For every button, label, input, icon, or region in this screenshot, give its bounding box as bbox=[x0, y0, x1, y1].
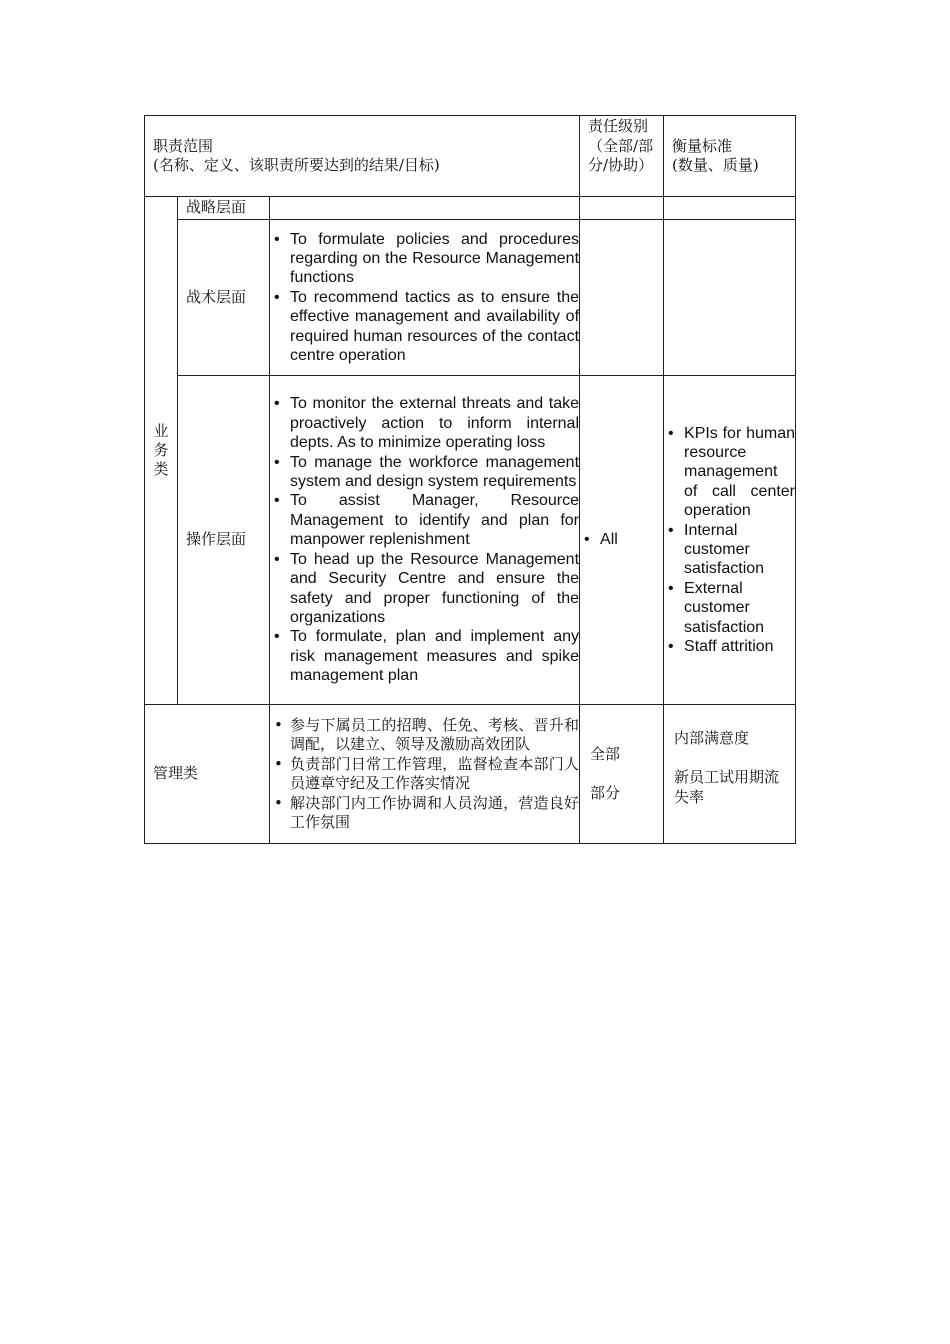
operational-level-list bbox=[580, 530, 663, 549]
management-row bbox=[145, 705, 796, 844]
list-item: • 负责部门日常工作管理，监督检查本部门人员遵章守纪及工作落实情况 bbox=[274, 754, 580, 792]
list-item: • To formulate policies and procedures regarding on the Resource Management functions bbox=[274, 230, 580, 287]
operational-row bbox=[145, 376, 796, 705]
operational-measure-cell bbox=[664, 376, 796, 705]
management-level-partial: 部分 bbox=[590, 784, 621, 802]
bullet-icon: • bbox=[274, 754, 283, 773]
strategic-level-cell bbox=[580, 197, 664, 220]
bullet-icon: • bbox=[668, 579, 674, 597]
business-category-cell bbox=[145, 197, 178, 705]
management-content-cell bbox=[270, 705, 580, 844]
list-item: • External customer satisfaction bbox=[668, 579, 765, 636]
level-description: （全部/部分/协助） bbox=[588, 136, 654, 174]
management-measure-internal: 内部满意度 bbox=[674, 728, 750, 747]
strategic-label: 战略层面 bbox=[178, 197, 270, 220]
tactical-row bbox=[145, 220, 796, 376]
header-row bbox=[145, 116, 796, 197]
bullet-icon: • bbox=[668, 638, 674, 656]
operational-measure-list bbox=[664, 424, 795, 657]
list-item: • 参与下属员工的招聘、任免、考核、晋升和调配，以建立、领导及激励高效团队 bbox=[274, 715, 580, 753]
level-header-cell bbox=[580, 116, 664, 197]
level-title: 责任级别 bbox=[588, 117, 649, 135]
list-item: • To recommend tactics as to ensure the effective management and availability of required human resources of the contact centre operation bbox=[274, 288, 580, 365]
management-level-cell bbox=[580, 705, 664, 844]
bullet-icon: • bbox=[274, 793, 283, 812]
list-item: • To monitor the external threats and take proactively action to inform internal depts. As to minimize operating loss bbox=[274, 395, 580, 452]
tactical-list bbox=[270, 230, 579, 366]
management-list bbox=[270, 716, 579, 833]
list-item: • 解决部门内工作协调和人员沟通，营造良好工作氛围 bbox=[274, 793, 580, 831]
list-item: • To assist Manager, Resource Management to identify and plan for manpower replenishment bbox=[274, 492, 580, 549]
management-measure-cell bbox=[664, 705, 796, 844]
scope-header-cell bbox=[145, 116, 580, 197]
scope-title: 职责范围 bbox=[153, 136, 214, 155]
strategic-row bbox=[145, 197, 796, 220]
list-item: • To manage the workforce management system and design system requirements bbox=[274, 453, 580, 491]
operational-level-cell bbox=[580, 376, 664, 705]
list-item: • Staff attrition bbox=[668, 638, 774, 656]
business-category-label: 业务类 bbox=[153, 422, 169, 478]
measure-title: 衡量标准 bbox=[672, 136, 733, 155]
tactical-level-cell bbox=[580, 220, 664, 376]
tactical-content-cell bbox=[270, 220, 580, 376]
operational-content-cell bbox=[270, 376, 580, 705]
measure-description: (数量、质量) bbox=[672, 156, 759, 174]
strategic-content-cell bbox=[270, 197, 580, 220]
tactical-measure-cell bbox=[664, 220, 796, 376]
bullet-icon: • bbox=[274, 288, 280, 306]
operational-list bbox=[270, 394, 579, 685]
bullet-icon: • bbox=[274, 453, 280, 471]
list-item: • KPIs for human resource management of call center operation bbox=[668, 424, 796, 520]
responsibility-table bbox=[144, 115, 796, 844]
management-category: 管理类 bbox=[145, 705, 270, 844]
strategic-measure-cell bbox=[664, 197, 796, 220]
list-item: • All bbox=[584, 531, 618, 549]
management-level-all: 全部 bbox=[590, 744, 621, 763]
list-item: • To formulate, plan and implement any risk management measures and spike management plan bbox=[274, 628, 580, 685]
bullet-icon: • bbox=[668, 424, 674, 442]
measure-header-cell bbox=[664, 116, 796, 197]
bullet-icon: • bbox=[274, 550, 280, 568]
bullet-icon: • bbox=[274, 628, 280, 646]
bullet-icon: • bbox=[668, 521, 674, 539]
tactical-label: 战术层面 bbox=[178, 220, 270, 376]
bullet-icon: • bbox=[274, 715, 283, 734]
bullet-icon: • bbox=[274, 492, 280, 510]
bullet-icon: • bbox=[274, 395, 280, 413]
bullet-icon: • bbox=[274, 230, 280, 248]
operational-label: 操作层面 bbox=[178, 376, 270, 705]
list-item: • To head up the Resource Management and Security Centre and ensure the safety and proper functioning of the organizations bbox=[274, 550, 580, 626]
list-item: • Internal customer satisfaction bbox=[668, 521, 765, 578]
management-measure-attrition: 新员工试用期流失率 bbox=[674, 768, 780, 806]
scope-description: (名称、定义、该职责所要达到的结果/目标) bbox=[153, 156, 440, 174]
bullet-icon: • bbox=[584, 531, 590, 549]
